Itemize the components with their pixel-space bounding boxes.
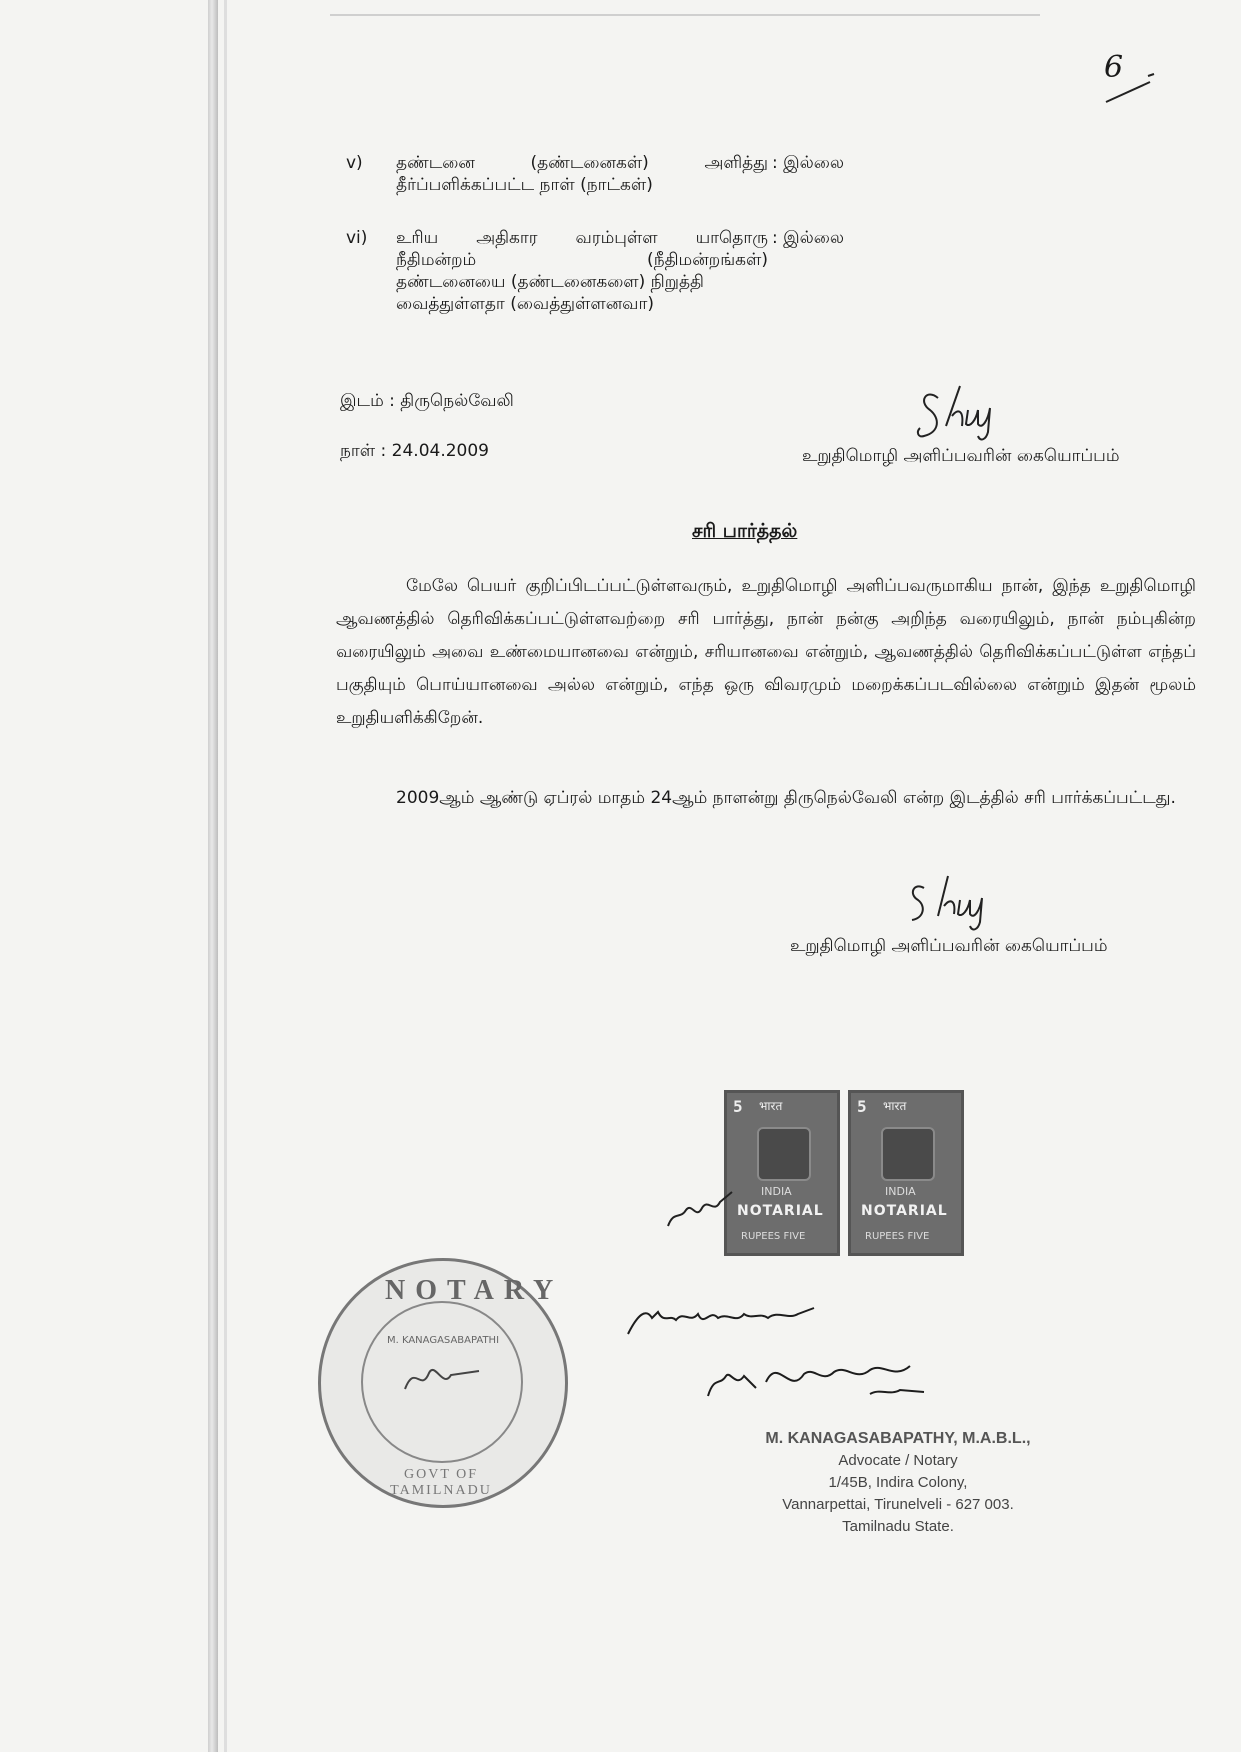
stamp-cancellation-scribble [662,1180,782,1240]
notary-handwritten-signature [700,1336,950,1416]
binding-edge [208,0,218,1752]
stamp-center-text: INDIA [885,1185,916,1198]
page-number-slash [1100,72,1160,112]
verification-paragraph-1: மேலே பெயர் குறிப்பிடப்பட்டுள்ளவரும், உறுதிமொழி அளிப்பவருமாகிய நான், இந்த உறுதிமொழி ஆவணத்தில் தெரிவிக்கப்பட்டுள்ளவற்றை சரி பார்த்து, நான் நன்கு அறிந்த வரையிலும், நான் நம்புகின்ற வரையிலும் அவை உண்மையானவை என்றும், சரியானவை என்றும், ஆவணத்தில் தெரிவிக்கப்பட்டுள்ள எந்தப் பகுதியும் பொய்யானவை அல்ல என்றும், எந்த ஒரு விவரமும் மறைக்கப்படவில்லை என்றும் இதன் மூலம் உறுதியளிக்கிறேன். [336,576,1196,728]
item-label-line: வைத்துள்ளதா (வைத்துள்ளனவா) [396,294,654,314]
notary-address-line-2: Vannarpettai, Tirunelveli - 627 003. [782,1496,1014,1513]
seal-bottom-text: GOVT OF TAMILNADU [390,1467,492,1498]
notary-seal [318,1258,568,1508]
item-value: : இல்லை [772,153,844,173]
lion-emblem-icon [881,1127,935,1181]
stamp-denomination: 5 [733,1097,743,1116]
date-line: நாள் : 24.04.2009 [340,441,489,461]
binding-shadow [224,0,227,1752]
stamp-bottom-text: RUPEES FIVE [741,1231,806,1242]
notary-name: M. KANAGASABAPATHY, M.A.B.L., [765,1430,1031,1447]
stamp-bottom-text: RUPEES FIVE [865,1231,930,1242]
item-label-line: உரிய அதிகார வரம்புள்ள யாதொரு [396,228,768,248]
stamp-denomination: 5 [857,1097,867,1116]
deponent-signature-1 [912,380,1022,450]
item-label-line: தண்டனை (தண்டனைகள்) அளித்து [396,153,768,173]
item-label-line: தீர்ப்பளிக்கப்பட்ட நாள் (நாட்கள்) [396,175,653,195]
page-number-text: 6 [1104,50,1124,85]
item-value: : இல்லை [772,228,844,248]
place-line: இடம் : திருநெல்வேலி [340,391,514,411]
page-number-mark [1100,42,1160,112]
verification-heading: சரி பார்த்தல் [692,520,798,542]
notary-title: Advocate / Notary [838,1452,958,1469]
stamp-2 [848,1090,964,1256]
item-number: vi) [346,228,368,248]
top-scan-line [330,14,1040,16]
lion-emblem-icon [757,1127,811,1181]
stamp-top-text: भारत [883,1099,907,1113]
verification-paragraph-2: 2009ஆம் ஆண்டு ஏப்ரல் மாதம் 24ஆம் நாளன்று திருநெல்வேலி என்ற இடத்தில் சரி பார்க்கப்பட்டது. [396,788,1176,808]
stamp-top-text: भारत [759,1099,783,1113]
signature-caption-1: உறுதிமொழி அளிப்பவரின் கையொப்பம் [802,446,1120,466]
notary-address-line-1: 1/45B, Indira Colony, [828,1474,968,1491]
stamp-type-text: NOTARIAL [737,1203,824,1219]
signature-caption-2: உறுதிமொழி அளிப்பவரின் கையொப்பம் [790,936,1108,956]
item-label-line: தண்டனையை (தண்டனைகளை) நிறுத்தி [396,272,704,292]
seal-signature [399,1353,489,1403]
deponent-signature-2 [902,868,1012,938]
notary-address-block [726,1428,1070,1538]
notary-address-line-3: Tamilnadu State. [842,1518,954,1535]
seal-top-text: NOTARY [385,1275,564,1306]
seal-inner-text: M. KANAGASABAPATHI [386,1335,500,1346]
item-label-line: நீதிமன்றம் (நீதிமன்றங்கள்) [396,250,768,270]
stamp-center-text: INDIA [761,1185,792,1198]
item-number: v) [346,153,363,173]
stamp-type-text: NOTARIAL [861,1203,948,1219]
